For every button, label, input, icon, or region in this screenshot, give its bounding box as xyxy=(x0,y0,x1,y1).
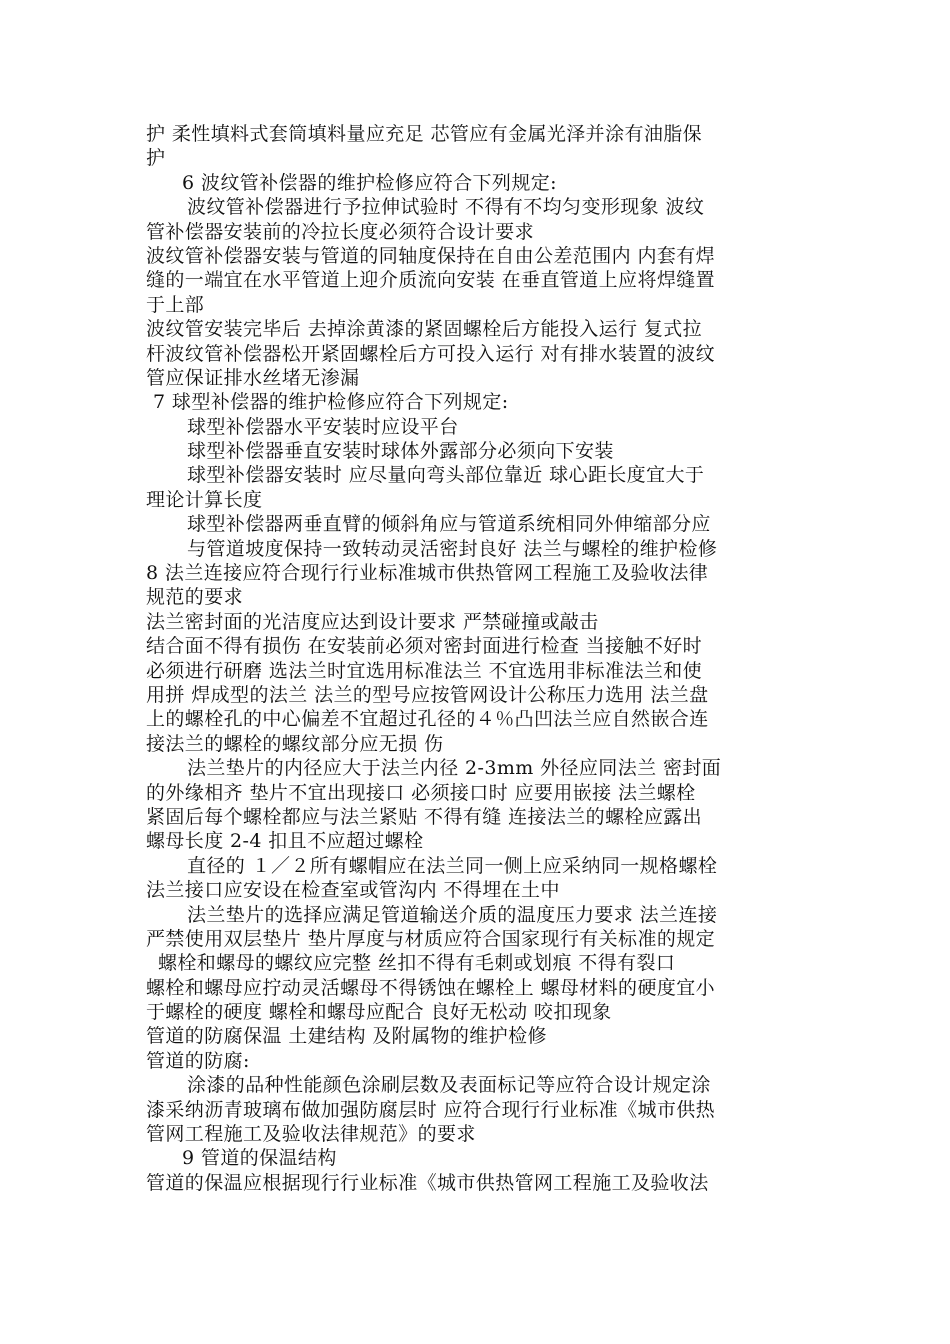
text-line: 与管道坡度保持一致转动灵活密封良好 法兰与螺栓的维护检修 xyxy=(187,537,718,560)
text-line: 法兰接口应安设在检查室或管沟内 不得埋在土中 xyxy=(146,879,560,902)
text-line: 于上部 xyxy=(146,293,205,316)
text-line: 法兰垫片的内径应大于法兰内径 2-3mm 外径应同法兰 密封面 xyxy=(187,757,722,780)
text-line: 于螺栓的硬度 螺栓和螺母应配合 良好无松动 咬扣现象 xyxy=(146,1001,612,1024)
section-heading: 8 法兰连接应符合现行行业标准城市供热管网工程施工及验收法律 xyxy=(146,562,709,585)
text-line: 严禁使用双层垫片 垫片厚度与材质应符合国家现行有关标准的规定 xyxy=(146,927,716,950)
document-body xyxy=(146,122,816,1195)
text-line: 螺栓和螺母的螺纹应完整 丝扣不得有毛刺或划痕 不得有裂口 xyxy=(158,952,676,975)
text-line: 用拼 焊成型的法兰 法兰的型号应按管网设计公称压力选用 法兰盘 xyxy=(146,683,709,706)
text-line: 管补偿器安装前的冷拉长度必须符合设计要求 xyxy=(146,220,535,243)
text-line: 直径的 １／２所有螺帽应在法兰同一侧上应采纳同一规格螺栓 xyxy=(187,854,718,877)
text-line: 管道的保温应根据现行行业标准《城市供热管网工程施工及验收法 xyxy=(146,1171,709,1194)
text-line: 螺栓和螺母应拧动灵活螺母不得锈蚀在螺栓上 螺母材料的硬度宜小 xyxy=(146,976,716,999)
text-line: 法兰密封面的光洁度应达到设计要求 严禁碰撞或敲击 xyxy=(146,610,599,633)
text-line: 管网工程施工及验收法律规范》的要求 xyxy=(146,1123,476,1146)
section-heading: 管道的防腐保温 土建结构 及附属物的维护检修 xyxy=(146,1025,547,1048)
text-line: 的外缘相齐 垫片不宜出现接口 必须接口时 应要用嵌接 法兰螺栓 xyxy=(146,781,696,804)
text-line: 缝的一端宜在水平管道上迎介质流向安装 在垂直管道上应将焊缝置 xyxy=(146,269,716,292)
section-heading: 7 球型补偿器的维护检修应符合下列规定: xyxy=(153,391,509,414)
text-line: 必须进行研磨 选法兰时宜选用标准法兰 不宜选用非标准法兰和使 xyxy=(146,659,703,682)
text-line: 护 xyxy=(146,147,166,170)
text-line: 波纹管安装完毕后 去掉涂黄漆的紧固螺栓后方能投入运行 复式拉 xyxy=(146,318,703,341)
text-line: 规范的要求 xyxy=(146,586,244,609)
text-line: 接法兰的螺栓的螺纹部分应无损 伤 xyxy=(146,732,444,755)
section-heading: 6 波纹管补偿器的维护检修应符合下列规定: xyxy=(182,171,557,194)
section-heading: 管道的防腐: xyxy=(146,1049,250,1072)
text-line: 紧固后每个螺栓都应与法兰紧贴 不得有缝 连接法兰的螺栓应露出 xyxy=(146,805,703,828)
text-line: 结合面不得有损伤 在安装前必须对密封面进行检查 当接触不好时 xyxy=(146,635,703,658)
text-line: 涂漆的品种性能颜色涂刷层数及表面标记等应符合设计规定涂 xyxy=(187,1074,711,1097)
text-line: 波纹管补偿器安装与管道的同轴度保持在自由公差范围内 内套有焊 xyxy=(146,244,716,267)
section-heading: 9 管道的保温结构 xyxy=(182,1147,337,1170)
text-line: 法兰垫片的选择应满足管道输送介质的温度压力要求 法兰连接 xyxy=(187,903,718,926)
text-line: 球型补偿器安装时 应尽量向弯头部位靠近 球心距长度宜大于 xyxy=(187,464,705,487)
text-line: 螺母长度 2-4 扣且不应超过螺栓 xyxy=(146,830,424,853)
text-line: 护 柔性填料式套筒填料量应充足 芯管应有金属光泽并涂有油脂保 xyxy=(146,123,703,145)
text-line: 球型补偿器两垂直臂的倾斜角应与管道系统相同外伸缩部分应 xyxy=(187,513,711,536)
text-line: 漆采纳沥青玻璃布做加强防腐层时 应符合现行行业标准《城市供热 xyxy=(146,1098,716,1121)
text-line: 杆波纹管补偿器松开紧固螺栓后方可投入运行 对有排水装置的波纹 xyxy=(146,342,716,365)
text-line: 理论计算长度 xyxy=(146,488,263,511)
text-line: 球型补偿器垂直安装时球体外露部分必须向下安装 xyxy=(187,440,614,463)
text-line: 波纹管补偿器进行予拉伸试验时 不得有不均匀变形现象 波纹 xyxy=(187,196,705,219)
text-line: 上的螺栓孔的中心偏差不宜超过孔径的４％凸凹法兰应自然嵌合连 xyxy=(146,708,709,731)
text-line: 球型补偿器水平安装时应设平台 xyxy=(187,415,459,438)
text-line: 管应保证排水丝堵无渗漏 xyxy=(146,366,360,389)
